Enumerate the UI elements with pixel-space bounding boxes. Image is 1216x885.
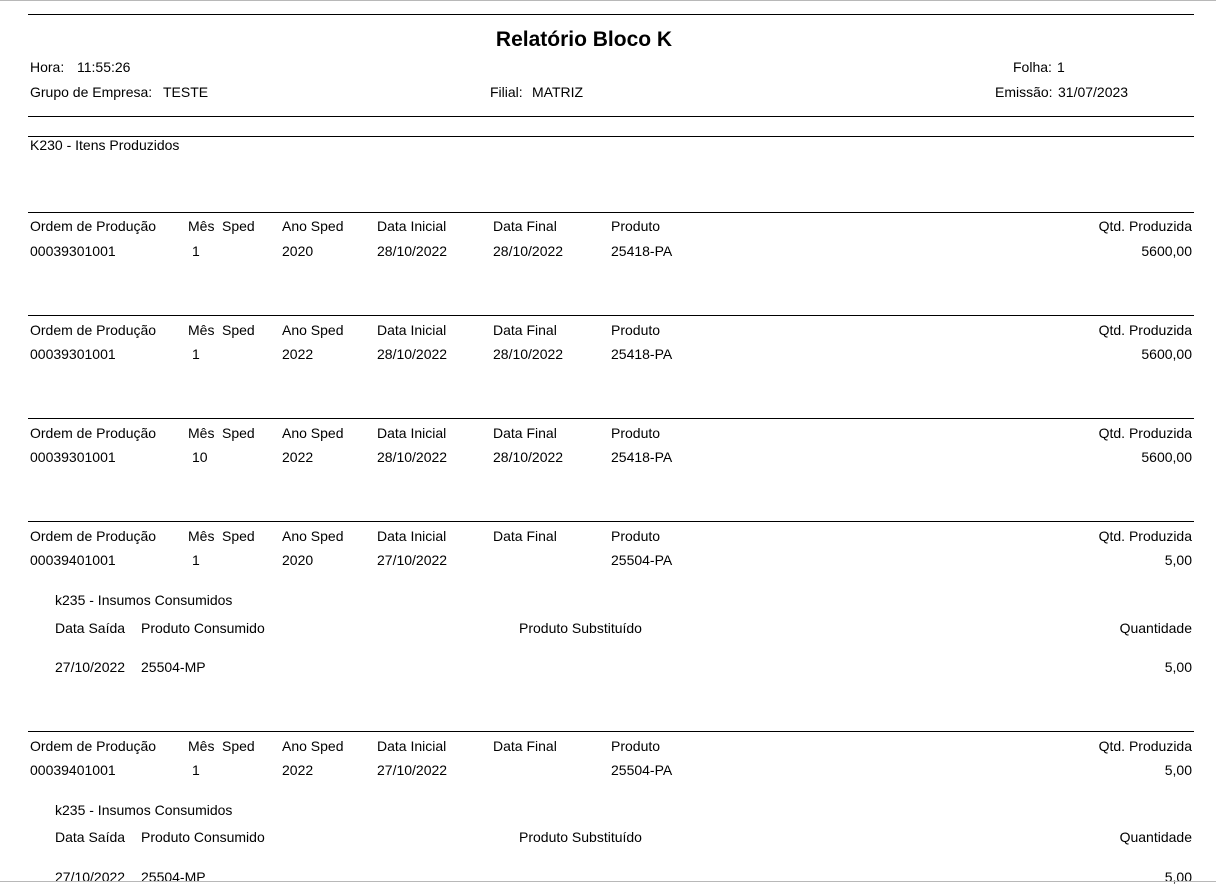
folha-value: 1 <box>1057 59 1065 75</box>
cell-data-final: 28/10/2022 <box>493 243 564 259</box>
col-ano-header: Ano Sped <box>282 528 344 544</box>
cell-qtd: 5600,00 <box>1141 243 1192 259</box>
cell-ordem: 00039401001 <box>30 762 116 778</box>
block-rule <box>28 418 1194 419</box>
col-mes-header: Mês <box>188 425 215 441</box>
cell-ano: 2022 <box>282 762 314 778</box>
col-data-inicial-header: Data Inicial <box>377 218 447 234</box>
cell-ano: 2022 <box>282 449 314 465</box>
emissao-label: Emissão: <box>995 84 1053 100</box>
col-data-inicial-header: Data Inicial <box>377 528 447 544</box>
page-top-edge <box>0 0 1216 1</box>
hora-label: Hora: <box>30 59 65 75</box>
col-sped-header: Sped <box>222 528 255 544</box>
col-ordem-header: Ordem de Produção <box>30 528 157 544</box>
block-rule <box>28 212 1194 213</box>
cell-produto: 25504-PA <box>611 762 673 778</box>
col-qtd-header: Qtd. Produzida <box>1098 218 1192 234</box>
block-rule <box>28 731 1194 732</box>
col-sped-header: Sped <box>222 425 255 441</box>
cell-data-final: 28/10/2022 <box>493 449 564 465</box>
cell-produto: 25418-PA <box>611 243 673 259</box>
col-qtd-header: Qtd. Produzida <box>1098 322 1192 338</box>
col-data-final-header: Data Final <box>493 425 557 441</box>
cell-qtd: 5600,00 <box>1141 449 1192 465</box>
col-ordem-header: Ordem de Produção <box>30 425 157 441</box>
col-sped-header: Sped <box>222 322 255 338</box>
col-data-final-header: Data Final <box>493 528 557 544</box>
col-data-final-header: Data Final <box>493 738 557 754</box>
col-qtd-header: Qtd. Produzida <box>1098 738 1192 754</box>
filial-label: Filial: <box>490 84 523 100</box>
grupo-empresa-label: Grupo de Empresa: <box>30 84 153 100</box>
col-data-saida-header: Data Saída <box>55 829 126 845</box>
cell-data-inicial: 28/10/2022 <box>377 243 448 259</box>
col-mes-header: Mês <box>188 528 215 544</box>
cell-mes: 1 <box>192 552 200 568</box>
col-ordem-header: Ordem de Produção <box>30 738 157 754</box>
page-bottom-edge <box>0 881 1216 882</box>
cell-data-final: 28/10/2022 <box>493 346 564 362</box>
cell-ordem: 00039301001 <box>30 243 116 259</box>
col-produto-header: Produto <box>611 218 661 234</box>
cell-produto: 25418-PA <box>611 346 673 362</box>
col-sped-header: Sped <box>222 218 255 234</box>
section-title: K230 - Itens Produzidos <box>30 137 180 153</box>
col-ano-header: Ano Sped <box>282 425 344 441</box>
cell-ano: 2020 <box>282 552 314 568</box>
col-ano-header: Ano Sped <box>282 738 344 754</box>
grupo-empresa-value: TESTE <box>163 84 209 100</box>
col-data-saida-header: Data Saída <box>55 620 126 636</box>
cell-produto-consumido: 25504-MP <box>141 869 206 885</box>
col-sped-header: Sped <box>222 738 255 754</box>
emissao-value: 31/07/2023 <box>1058 84 1129 100</box>
col-ano-header: Ano Sped <box>282 322 344 338</box>
cell-mes: 10 <box>192 449 208 465</box>
col-qtd-header: Qtd. Produzida <box>1098 425 1192 441</box>
cell-produto: 25504-PA <box>611 552 673 568</box>
cell-data-inicial: 27/10/2022 <box>377 762 448 778</box>
cell-data-saida: 27/10/2022 <box>55 869 126 885</box>
block-rule <box>28 315 1194 316</box>
col-quantidade-header: Quantidade <box>1119 620 1192 636</box>
report-title: Relatório Bloco K <box>495 28 673 51</box>
cell-data-inicial: 27/10/2022 <box>377 552 448 568</box>
hora-value: 11:55:26 <box>77 59 131 75</box>
col-data-inicial-header: Data Inicial <box>377 425 447 441</box>
cell-mes: 1 <box>192 243 200 259</box>
col-ordem-header: Ordem de Produção <box>30 322 157 338</box>
col-quantidade-header: Quantidade <box>1119 829 1192 845</box>
cell-produto: 25418-PA <box>611 449 673 465</box>
cell-produto-consumido: 25504-MP <box>141 659 206 675</box>
insumos-title: k235 - Insumos Consumidos <box>55 592 233 608</box>
col-produto-header: Produto <box>611 425 661 441</box>
col-produto-consumido-header: Produto Consumido <box>141 620 265 636</box>
cell-qtd: 5600,00 <box>1141 346 1192 362</box>
folha-label: Folha: <box>1013 59 1052 75</box>
col-qtd-header: Qtd. Produzida <box>1098 528 1192 544</box>
col-data-final-header: Data Final <box>493 218 557 234</box>
cell-data-saida: 27/10/2022 <box>55 659 126 675</box>
insumos-title: k235 - Insumos Consumidos <box>55 802 233 818</box>
col-data-inicial-header: Data Inicial <box>377 738 447 754</box>
cell-ordem: 00039301001 <box>30 449 116 465</box>
cell-quantidade: 5,00 <box>1164 659 1192 675</box>
col-produto-consumido-header: Produto Consumido <box>141 829 265 845</box>
cell-data-inicial: 28/10/2022 <box>377 449 448 465</box>
col-mes-header: Mês <box>188 738 215 754</box>
col-mes-header: Mês <box>188 218 215 234</box>
cell-ano: 2020 <box>282 243 314 259</box>
col-produto-header: Produto <box>611 322 661 338</box>
cell-qtd: 5,00 <box>1164 552 1192 568</box>
col-mes-header: Mês <box>188 322 215 338</box>
cell-qtd: 5,00 <box>1164 762 1192 778</box>
col-produto-substituido-header: Produto Substituído <box>519 620 642 636</box>
header-bottom-rule <box>28 116 1194 117</box>
col-ano-header: Ano Sped <box>282 218 344 234</box>
col-data-final-header: Data Final <box>493 322 557 338</box>
cell-ordem: 00039301001 <box>30 346 116 362</box>
cell-mes: 1 <box>192 346 200 362</box>
section-rule <box>28 136 1194 137</box>
header-top-rule <box>28 14 1194 15</box>
block-rule <box>28 521 1194 522</box>
cell-quantidade: 5,00 <box>1164 869 1192 885</box>
filial-value: MATRIZ <box>532 84 584 100</box>
col-produto-substituido-header: Produto Substituído <box>519 829 642 845</box>
col-ordem-header: Ordem de Produção <box>30 218 157 234</box>
cell-mes: 1 <box>192 762 200 778</box>
cell-data-inicial: 28/10/2022 <box>377 346 448 362</box>
col-data-inicial-header: Data Inicial <box>377 322 447 338</box>
cell-ano: 2022 <box>282 346 314 362</box>
col-produto-header: Produto <box>611 738 661 754</box>
cell-ordem: 00039401001 <box>30 552 116 568</box>
col-produto-header: Produto <box>611 528 661 544</box>
